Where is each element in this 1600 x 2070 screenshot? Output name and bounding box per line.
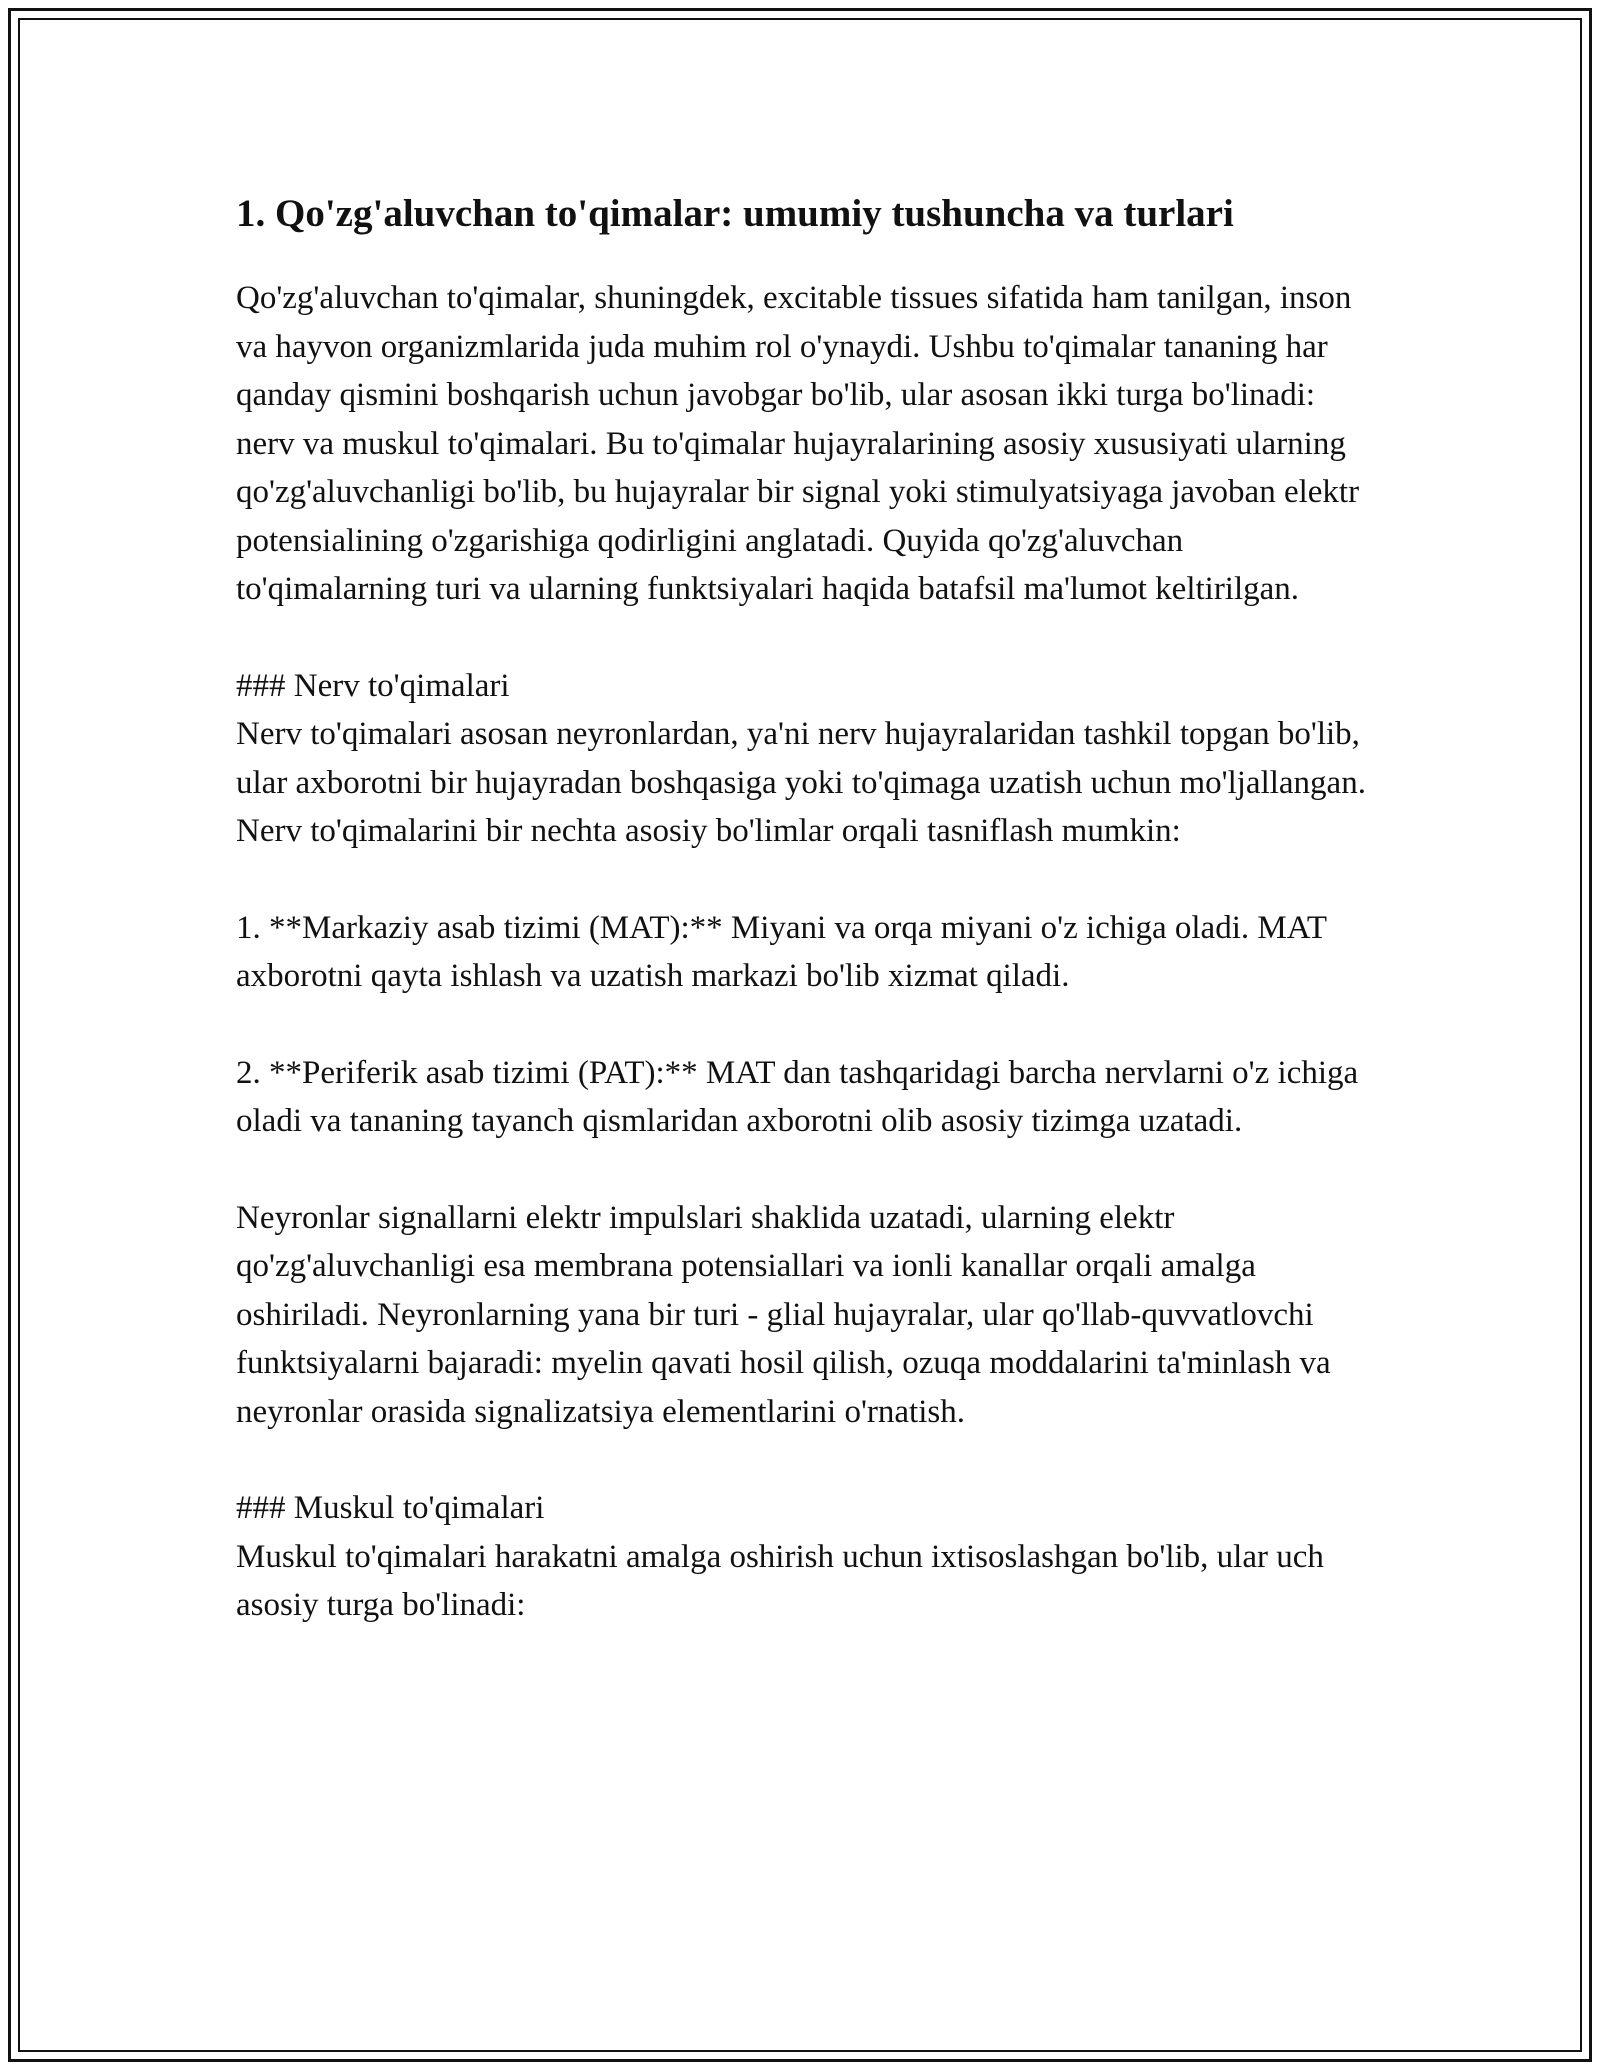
muskul-paragraph: Muskul to'qimalari harakatni amalga oshirish uchun ixtisoslashgan bo'lib, ular uch asosiy turga bo'linadi: [236,1538,1324,1623]
list-item-pat: 2. **Periferik asab tizimi (PAT):** MAT dan tashqaridagi barcha nervlarni o'z ichiga oladi va tananing tayanch qismlaridan axborotni olib asosiy tizimga uzatadi. [236,1054,1359,1139]
neyron-paragraph: Neyronlar signallarni elektr impulslari shaklida uzatadi, ularning elektr qo'zg'aluvchanligi esa membrana potensiallari va ionli kanallar orqali amalga oshiriladi. Neyronlarning yana bir turi - glial hujayralar, ular qo'llab-quvvatlovchi funktsiyalarni bajaradi: myelin qavati hosil qilish, ozuqa moddalarini ta'minlash va neyronlar orasida signalizatsiya elementlarini o'rnatish. [236,1199,1331,1430]
muskul-heading: ### Muskul to'qimalari [236,1490,545,1526]
intro-paragraph: Qo'zg'aluvchan to'qimalar, shuningdek, excitable tissues sifatida ham tanilgan, inson va hayvon organizmlarida juda muhim rol o'ynaydi. Ushbu to'qimalar tananing har qanday qismini boshqarish uchun javobgar bo'lib, ular asosan ikki turga bo'linadi: nerv va muskul to'qimalari. Bu to'qimalar hujayralarining asosiy xususiyati ularning qo'zg'aluvchanligi bo'lib, bu hujayralar bir signal yoki stimulyatsiyaga javoban elektr potensialining o'zgarishiga qodirligini anglatadi. Quyida qo'zg'aluvchan to'qimalarning turi va ularning funktsiyalari haqida batafsil ma'lumot keltirilgan. [236,280,1360,607]
muskul-section [236,1484,1376,1630]
nerv-section [236,662,1376,856]
nerv-heading: ### Nerv to'qimalari [236,667,510,704]
list-item-mat: 1. **Markaziy asab tizimi (MAT):** Miyani va orqa miyani o'z ichiga oladi. MAT axborotni qayta ishlash va uzatish markazi bo'lib xizmat qiladi. [236,909,1327,994]
document-body [236,186,1376,1678]
document-title: 1. Qo'zg'aluvchan to'qimalar: umumiy tushuncha va turlari [236,192,1234,235]
nerv-paragraph: Nerv to'qimalari asosan neyronlardan, ya'ni nerv hujayralaridan tashkil topgan bo'lib, ular axborotni bir hujayradan boshqasiga yoki to'qimaga uzatish uchun mo'ljallangan. Nerv to'qimalarini bir nechta asosiy bo'limlar orqali tasniflash mumkin: [236,716,1366,849]
